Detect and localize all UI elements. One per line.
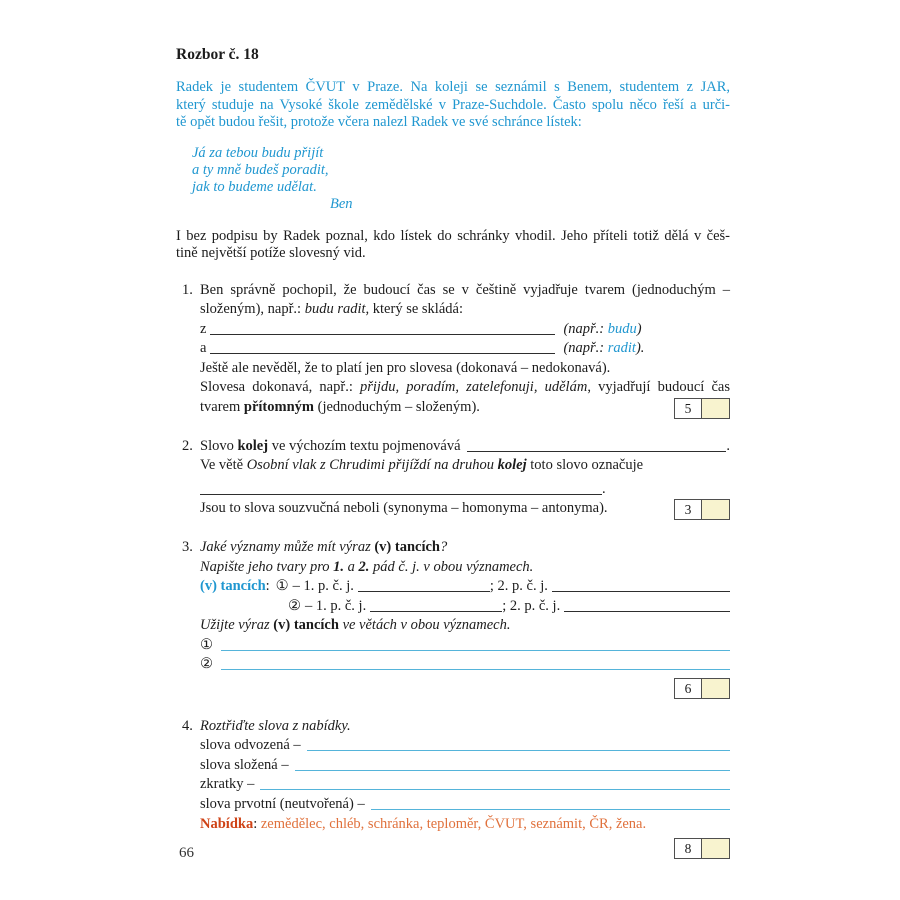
- exercise-number: 1.: [182, 281, 193, 298]
- ex3-question2: Napište jeho tvary pro 1. a 2. pád č. j. v obou významech.: [200, 558, 534, 575]
- circled-2: ②: [200, 656, 213, 672]
- exercise-2: [176, 437, 730, 521]
- lead-paragraph: [176, 228, 730, 263]
- score-points: 8: [675, 839, 702, 858]
- ex3-use-term-bold: (v) tancích: [273, 617, 339, 633]
- exercise-number: 4.: [182, 717, 193, 734]
- ex1-blank1-label: z: [200, 320, 207, 337]
- score-box: [674, 499, 730, 520]
- intro-line: Radek je studentem ČVUT v Praze. Na koleji se seznámil s Benem, studentem z JAR,: [176, 79, 730, 95]
- exercise-number: 3.: [182, 539, 193, 555]
- ex4-offer-line: Nabídka: zemědělec, chléb, schránka, teploměr, ČVUT, seznámit, ČR, žena.: [200, 816, 647, 832]
- exercise-3: [176, 538, 730, 699]
- fill-blank: [221, 665, 730, 670]
- fill-blank: [210, 349, 555, 354]
- fill-blank: [358, 587, 490, 592]
- lead-line: tině největší potíže slovesný vid.: [176, 245, 366, 261]
- poem-line: Já za tebou budu přijít: [192, 144, 324, 161]
- ex4-row-compound: [200, 756, 730, 776]
- ex1-hint2: (např.: radit).: [563, 340, 645, 356]
- ex3-case-row-1: (v) tancích : ① – 1. p. č. j. ; 2. p. č. j.: [200, 577, 730, 597]
- circled-1: ①: [275, 578, 289, 594]
- fill-blank: [221, 646, 730, 651]
- ex1-line5: Ještě ale nevěděl, že to platí jen pro slovesa (dokonavá – nedokonavá).: [200, 359, 611, 376]
- exercise-number: 2.: [182, 437, 193, 454]
- score-empty-cell: [702, 839, 729, 858]
- score-points: 6: [675, 679, 702, 698]
- ex3-use-line: Užijte výraz (v) tancích ve větách v obou významech.: [200, 617, 511, 633]
- score-box: [674, 678, 730, 699]
- ex3-score-row: [200, 678, 730, 699]
- ex2-line1: [200, 437, 730, 457]
- ex2-bold-kolej: kolej: [237, 437, 269, 454]
- fill-blank: [564, 607, 730, 612]
- exercise-1: [176, 281, 730, 419]
- ex1-line2: složeným), např.: budu radit, který se skládá:: [200, 301, 463, 317]
- score-box: [674, 398, 730, 419]
- ex4-row-primary: [200, 795, 730, 815]
- fill-blank: [467, 447, 727, 452]
- ex1-hint1: (např.: budu): [563, 320, 642, 337]
- note-poem: [192, 145, 730, 213]
- fill-blank: [371, 805, 730, 810]
- offer-words: zemědělec, chléb, schránka, teploměr, ČVUT, seznámit, ČR, žena.: [260, 816, 647, 832]
- ex4-row-label: slova složená –: [200, 756, 289, 773]
- score-empty-cell: [702, 679, 729, 698]
- ex4-row-derived: [200, 736, 730, 756]
- poem-signature: Ben: [330, 195, 353, 212]
- poem-line: jak to budeme udělat.: [192, 178, 317, 195]
- ex1-line6: Slovesa dokonavá, např.: přijdu, poradím, zatelefonuji, udělám, vyjadřují budoucí čas: [200, 379, 730, 395]
- intro-line: který studuje na Vysoké škole zemědělské v Praze-Suchdole. Často spolu něco řeší a urči-: [176, 96, 730, 113]
- ex1-blank-row-2: [200, 339, 730, 359]
- ex2-line1-dot: .: [726, 437, 730, 454]
- ex3-case-row-2: [288, 597, 730, 617]
- ex4-heading: Roztřiďte slova z nabídky.: [200, 717, 351, 734]
- ex3-case-label: – 1. p. č. j.: [292, 578, 354, 594]
- fill-blank: [370, 607, 502, 612]
- ex4-score-row: [200, 838, 730, 859]
- ex2-line2: Ve větě Osobní vlak z Chrudimi přijíždí na druhou kolej toto slovo označuje: [200, 457, 644, 473]
- ex3-case-label: – 1. p. č. j.: [305, 597, 367, 614]
- score-box: [674, 838, 730, 859]
- fill-blank: [210, 330, 555, 335]
- ex2-last-line: [200, 499, 730, 520]
- score-empty-cell: [702, 500, 729, 519]
- fill-blank: [307, 746, 730, 751]
- page-title: Rozbor č. 18: [176, 46, 259, 63]
- ex1-blank2-label: a: [200, 340, 207, 356]
- circled-2: ②: [288, 597, 301, 614]
- intro-line: tě opět budou řešit, protože včera nalezl Radek ve své schránce lístek:: [176, 114, 582, 130]
- ex2-blank-dot: .: [602, 480, 606, 497]
- offer-label: Nabídka: [200, 816, 254, 832]
- ex3-case-mid: ; 2. p. č. j.: [502, 597, 561, 614]
- lead-line: I bez podpisu by Radek poznal, kdo lístek do schránky vhodil. Jeho příteli totiž dělá v češ-: [176, 227, 730, 244]
- ex1-blank-row-1: [200, 320, 730, 340]
- ex1-verbs-italic: přijdu, poradím, zatelefonuji, udělám: [360, 379, 588, 395]
- score-points: 3: [675, 500, 702, 519]
- poem-line: a ty mně budeš poradit,: [192, 161, 329, 178]
- ex2-line4-text: Jsou to slova souzvučná neboli (synonyma – homonyma – antonyma).: [200, 500, 608, 516]
- ex2-sentence-italic: Osobní vlak z Chrudimi přijíždí na druhou: [246, 457, 498, 473]
- fill-blank: [260, 785, 730, 790]
- fill-blank: [200, 490, 602, 495]
- ex3-question1: Jaké významy může mít výraz (v) tancích?: [200, 539, 448, 555]
- ex1-hint2-word: radit: [607, 340, 636, 356]
- ex1-line1: Ben správně pochopil, že budoucí čas se v češtině vyjadřuje tvarem (jednoduchým –: [200, 281, 730, 298]
- ex4-row-label: slova odvozená –: [200, 737, 301, 753]
- page-number: 66: [179, 845, 194, 861]
- ex2-bolditalic-kolej: kolej: [497, 457, 527, 473]
- ex3-answer-row-1: [200, 636, 730, 656]
- ex1-line7-text: tvarem přítomným (jednoduchým – složeným).: [200, 398, 480, 415]
- ex4-row-label: slova prvotní (neutvořená) –: [200, 795, 365, 812]
- ex1-last-line: [200, 398, 730, 419]
- ex2-blank-row: [200, 480, 730, 500]
- ex1-hint1-word: budu: [607, 320, 637, 337]
- intro-paragraph: [176, 79, 730, 132]
- ex1-bold-word: přítomným: [243, 398, 314, 415]
- exercise-4: [176, 717, 730, 859]
- ex1-example-italic: budu radit,: [304, 301, 370, 317]
- ex3-case-mid: ; 2. p. č. j.: [489, 578, 548, 594]
- score-points: 5: [675, 399, 702, 418]
- fill-blank: [295, 766, 730, 771]
- score-empty-cell: [702, 399, 729, 418]
- ex3-term-bold: (v) tancích: [374, 539, 440, 555]
- ex3-answer-row-2: [200, 655, 730, 675]
- ex4-row-label: zkratky –: [200, 776, 255, 792]
- ex4-row-abbrev: [200, 775, 730, 795]
- page-content: [176, 46, 730, 859]
- ex3-term: (v) tancích: [200, 578, 266, 594]
- fill-blank: [552, 587, 730, 592]
- circled-1: ①: [200, 636, 213, 653]
- ex2-line1-text: Slovo kolej ve výchozím textu pojmenovává: [200, 437, 461, 454]
